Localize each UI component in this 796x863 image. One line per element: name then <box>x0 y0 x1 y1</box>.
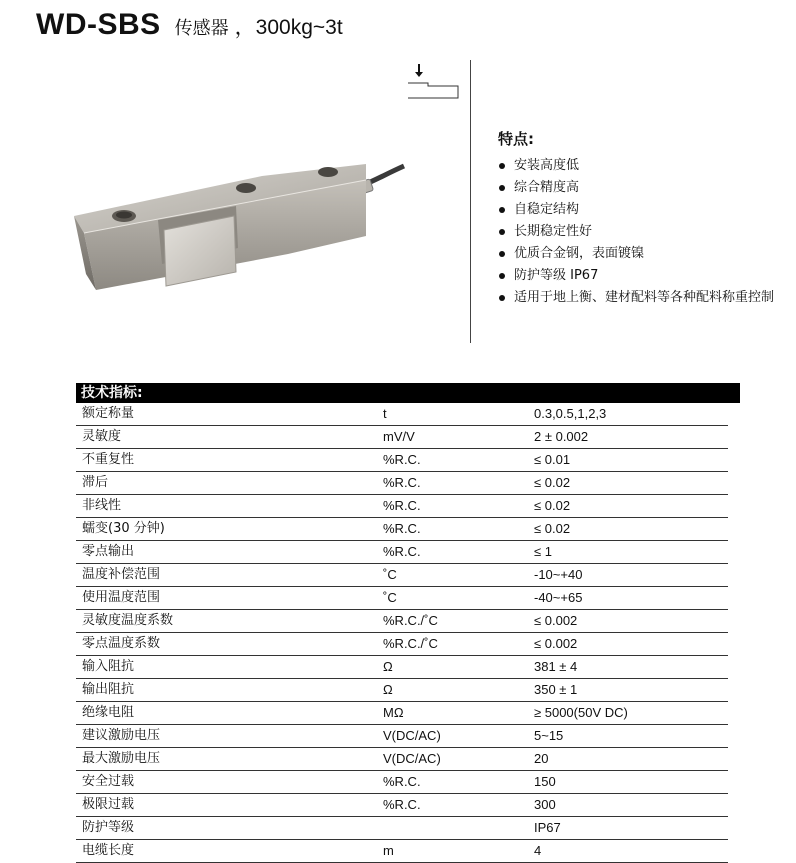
spec-name: 建议激励电压 <box>82 728 161 743</box>
table-row <box>76 518 728 541</box>
spec-name: 输入阻抗 <box>82 659 135 674</box>
spec-name: 零点温度系数 <box>82 636 161 651</box>
feature-item: 防护等级 IP67 <box>498 265 788 287</box>
table-row <box>76 725 728 748</box>
spec-value: 20 <box>534 751 549 766</box>
bullet-icon <box>499 273 505 279</box>
spec-value: 150 <box>534 774 556 789</box>
spec-unit: %R.C. <box>383 797 421 812</box>
spec-unit: ˚C <box>383 567 397 582</box>
table-row <box>76 587 728 610</box>
table-row <box>76 679 728 702</box>
feature-item: 优质合金钢，表面镀镍 <box>498 243 788 265</box>
spec-name: 电缆长度 <box>82 843 135 858</box>
table-row <box>76 656 728 679</box>
spec-value: -10~+40 <box>534 567 583 582</box>
spec-unit: m <box>383 843 394 858</box>
spec-name: 安全过载 <box>82 774 135 789</box>
spec-value: ≤ 0.02 <box>534 521 571 536</box>
spec-unit: Ω <box>383 659 393 674</box>
vertical-divider <box>470 60 471 343</box>
features-title: 特点: <box>498 130 534 148</box>
feature-item: 安装高度低 <box>498 155 788 177</box>
bullet-icon <box>499 229 505 235</box>
spec-name: 输出阻抗 <box>82 682 135 697</box>
spec-unit: MΩ <box>383 705 404 720</box>
spec-unit: %R.C. <box>383 498 421 513</box>
spec-name: 灵敏度 <box>82 429 122 444</box>
feature-item: 自稳定结构 <box>498 199 788 221</box>
spec-unit: Ω <box>383 682 393 697</box>
spec-unit: V(DC/AC) <box>383 728 441 743</box>
spec-value: ≤ 1 <box>534 544 552 559</box>
capacity-range: ，300kg~3t <box>234 16 343 39</box>
spec-value: 5~15 <box>534 728 564 743</box>
spec-value: 4 <box>534 843 542 858</box>
spec-name: 防护等级 <box>82 820 135 835</box>
spec-unit: %R.C./˚C <box>383 613 438 628</box>
spec-value: 300 <box>534 797 556 812</box>
spec-unit: V(DC/AC) <box>383 751 441 766</box>
spec-value: 2 ± 0.002 <box>534 429 589 444</box>
table-row <box>76 633 728 656</box>
spec-name: 滞后 <box>82 475 109 490</box>
spec-name: 零点输出 <box>82 544 135 559</box>
table-row <box>76 541 728 564</box>
load-direction-diagram <box>404 62 468 104</box>
spec-value: 350 ± 1 <box>534 682 578 697</box>
table-row <box>76 748 728 771</box>
spec-unit: %R.C. <box>383 521 421 536</box>
bullet-icon <box>499 251 505 257</box>
feature-item: 长期稳定性好 <box>498 221 788 243</box>
spec-value: ≤ 0.01 <box>534 452 571 467</box>
spec-name: 绝缘电阻 <box>82 705 135 720</box>
spec-unit: mV/V <box>383 429 415 444</box>
product-type: 传感器 <box>174 18 229 39</box>
feature-item: 适用于地上衡、建材配料等各种配料称重控制 <box>498 287 776 309</box>
table-row <box>76 449 728 472</box>
spec-value: ≤ 0.002 <box>534 636 578 651</box>
spec-unit: t <box>383 406 387 421</box>
table-row <box>76 794 728 817</box>
spec-value: ≤ 0.02 <box>534 498 571 513</box>
table-row <box>76 771 728 794</box>
spec-name: 温度补偿范围 <box>82 567 161 582</box>
spec-value: 0.3,0.5,1,2,3 <box>534 406 607 421</box>
spec-name: 使用温度范围 <box>82 590 161 605</box>
table-row <box>76 702 728 725</box>
spec-name: 灵敏度温度系数 <box>82 613 174 628</box>
spec-table-title: 技术指标: <box>76 383 740 403</box>
spec-name: 不重复性 <box>82 452 135 467</box>
spec-value: ≤ 0.02 <box>534 475 571 490</box>
load-cell-photo <box>66 138 426 308</box>
spec-unit: %R.C./˚C <box>383 636 438 651</box>
table-row <box>76 426 728 449</box>
spec-name: 额定称量 <box>82 406 135 421</box>
table-row <box>76 564 728 587</box>
spec-unit: %R.C. <box>383 544 421 559</box>
page-title <box>36 8 343 48</box>
features-list <box>498 155 788 309</box>
bullet-icon <box>499 295 505 301</box>
feature-item: 综合精度高 <box>498 177 788 199</box>
table-row <box>76 495 728 518</box>
model-name: WD-SBS <box>36 8 161 41</box>
spec-name: 最大激励电压 <box>82 751 161 766</box>
table-row <box>76 840 728 863</box>
bullet-icon <box>499 207 505 213</box>
features-section <box>498 128 788 309</box>
spec-unit: %R.C. <box>383 475 421 490</box>
spec-value: ≤ 0.002 <box>534 613 578 628</box>
table-row <box>76 472 728 495</box>
bullet-icon <box>499 163 505 169</box>
spec-name: 蠕变(30 分钟) <box>82 521 165 536</box>
table-row <box>76 817 728 840</box>
spec-unit: ˚C <box>383 590 397 605</box>
bullet-icon <box>499 185 505 191</box>
spec-value: ≥ 5000(50V DC) <box>534 705 628 720</box>
spec-table <box>76 383 740 863</box>
spec-name: 极限过载 <box>82 797 135 812</box>
spec-value: -40~+65 <box>534 590 583 605</box>
spec-value: IP67 <box>534 820 561 835</box>
spec-value: 381 ± 4 <box>534 659 578 674</box>
spec-unit: %R.C. <box>383 774 421 789</box>
table-row <box>76 403 728 426</box>
table-row <box>76 610 728 633</box>
spec-unit: %R.C. <box>383 452 421 467</box>
spec-name: 非线性 <box>82 498 122 513</box>
